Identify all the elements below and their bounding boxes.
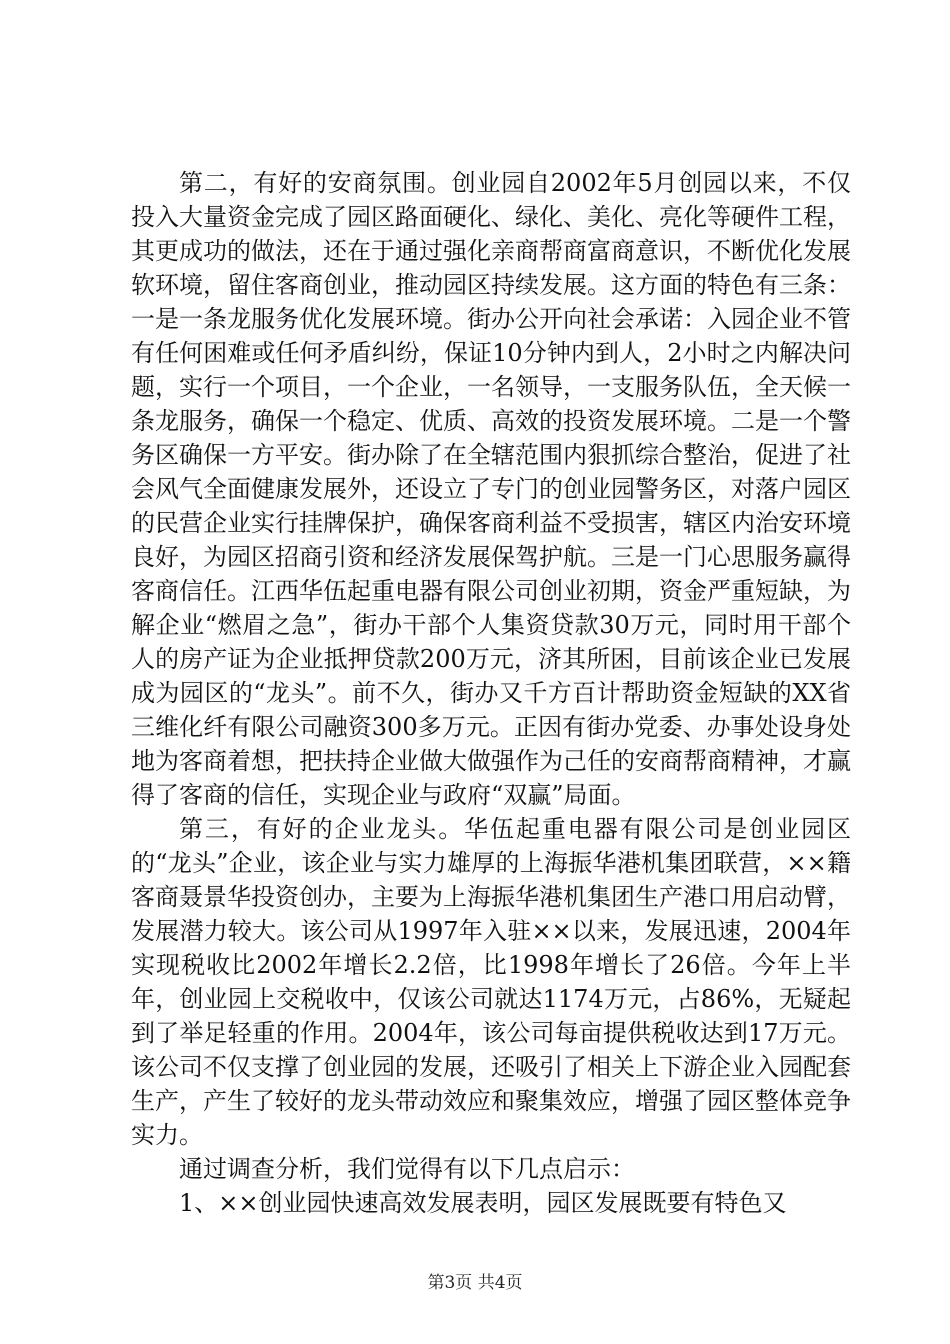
paragraph-investment-climate: 第二，有好的安商氛围。创业园自2002年5月创园以来，不仅投入大量资金完成了园区路面硬化、绿化、美化、亮化等硬件工程，其更成功的做法，还在于通过强化亲商帮商富商意识，不断优化发展软环境，留住客商创业，推动园区持续发展。这方面的特色有三条：一是一条龙服务优化发展环境。街办公开向社会承诺：入园企业不管有任何困难或任何矛盾纠纷，保证10分钟内到人，2小时之内解决问题，实行一个项目，一个企业，一名领导，一支服务队伍，全天候一条龙服务，确保一个稳定、优质、高效的投资发展环境。二是一个警务区确保一方平安。街办除了在全辖范围内狠抓综合整治，促进了社会风气全面健康发展外，还设立了专门的创业园警务区，对落户园区的民营企业实行挂牌保护，确保客商利益不受损害，辖区内治安环境良好，为园区招商引资和经济发展保驾护航。三是一门心思服务赢得客商信任。江西华伍起重电器有限公司创业初期，资金严重短缺，为解企业“燃眉之急”，街办干部个人集资贷款30万元，同时用干部个人的房产证为企业抵押贷款200万元，济其所困，目前该企业已发展成为园区的“龙头”。前不久，街办又千方百计帮助资金短缺的XX省三维化纤有限公司融资300多万元。正因有街办党委、办事处设身处地为客商着想，把扶持企业做大做强作为己任的安商帮商精神，才赢得了客商的信任，实现企业与政府“双赢”局面。 <box>131 169 851 809</box>
paragraph-leading-enterprise: 第三，有好的企业龙头。华伍起重电器有限公司是创业园区的“龙头”企业，该企业与实力雄厚的上海振华港机集团联营，××籍客商聂景华投资创办，主要为上海振华港机集团生产港口用启动臂，发展潜力较大。该公司从1997年入驻××以来，发展迅速，2004年实现税收比2002年增长2.2倍，比1998年增长了26倍。今年上半年，创业园上交税收中，仅该公司就达1174万元，占86%，无疑起到了举足轻重的作用。2004年，该公司每亩提供税收达到17万元。该公司不仅支撑了创业园的发展，还吸引了相关上下游企业入园配套生产，产生了较好的龙头带动效应和聚集效应，增强了园区整体竞争实力。 <box>131 815 851 1149</box>
page-footer: 第3页 共4页 <box>427 1273 523 1293</box>
paragraph-findings-intro: 通过调查分析，我们觉得有以下几点启示： <box>179 1155 635 1183</box>
paragraph-finding-1: 1、××创业园快速高效发展表明，园区发展既要有特色又 <box>179 1189 787 1217</box>
body-text <box>131 166 851 1220</box>
